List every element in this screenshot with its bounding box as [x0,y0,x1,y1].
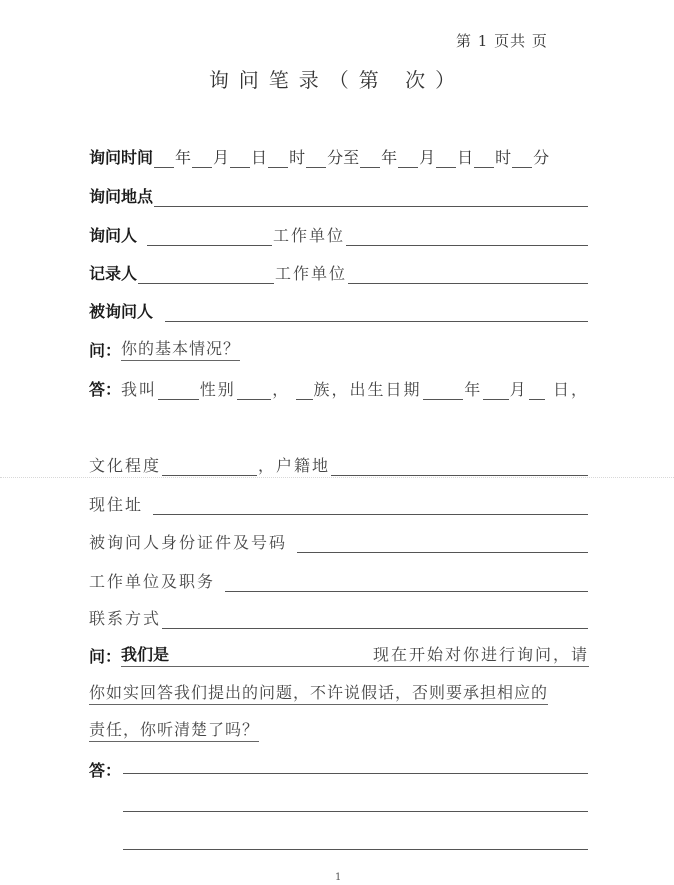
end-hour-field[interactable] [474,149,494,168]
ethnicity-birthdate-label: 族，出生日期 [313,380,422,399]
unit-year: 年 [175,148,192,167]
recorder-label: 记录人 [89,264,138,283]
start-month-field[interactable] [192,149,212,168]
gender-label: 性别 [199,380,236,399]
unit-year: 年 [381,148,398,167]
answer-1-row [89,374,589,400]
question-2-bold-text: 我们是 [121,645,170,664]
education-field[interactable] [162,457,257,476]
interview-place-field[interactable] [154,188,588,207]
unit-hour: 时 [289,148,306,167]
work-field[interactable] [225,573,588,592]
question-1-text: 你的基本情况？ [121,336,240,361]
unit-month: 月 [213,148,230,167]
question-2-line3 [89,716,589,742]
footer-page-number: 1 [335,872,342,883]
hukou-label: ，户籍地 [258,456,331,475]
address-row [89,489,589,515]
birth-month-field[interactable] [483,381,508,400]
unit-day: 日 [457,148,474,167]
answer-line-3[interactable] [123,849,588,850]
ethnicity-field[interactable] [296,381,312,400]
address-label: 现住址 [89,495,144,514]
question-prefix: 问： [89,647,122,666]
work-row [89,566,589,592]
name-field[interactable] [158,381,199,400]
start-year-field[interactable] [154,149,174,168]
answer-prefix: 答： [89,380,122,399]
interviewer-field[interactable] [147,227,272,246]
recorder-field[interactable] [138,265,274,284]
page-break-line [0,477,674,478]
name-label: 我叫 [121,380,158,399]
page-indicator: 第 1 页共 页 [456,32,548,50]
unit-minute: 分 [533,148,550,167]
unit-minute-to: 分至 [327,148,360,167]
id-label: 被询问人身份证件及号码 [89,533,288,552]
work-label: 工作单位及职务 [89,572,216,591]
question-1-row [89,335,589,361]
hukou-field[interactable] [331,457,588,476]
interviewee-row [89,296,589,322]
unit-month: 月 [419,148,436,167]
question-2-line2 [89,679,589,705]
interviewer-unit-label: 工作单位 [273,226,346,245]
birth-day-field[interactable] [529,381,545,400]
end-year-field[interactable] [360,149,380,168]
end-minute-field[interactable] [512,149,532,168]
interviewer-label: 询问人 [89,226,138,245]
answer-line-2[interactable] [123,811,588,812]
end-day-field[interactable] [436,149,456,168]
answer-2-row [89,755,589,781]
comma: ， [272,380,291,399]
interview-place-row [89,181,589,207]
id-row [89,527,589,553]
interviewer-row [89,220,589,246]
interviewer-unit-field[interactable] [346,227,588,246]
interviewee-field[interactable] [165,303,588,322]
question-2-text-3: 责任，你听清楚了吗？ [89,717,259,742]
question-2-text-2: 你如实回答我们提出的问题，不许说假话，否则要承担相应的 [89,680,548,705]
answer-line-1[interactable] [123,773,588,774]
start-day-field[interactable] [230,149,250,168]
address-field[interactable] [153,496,588,515]
contact-field[interactable] [162,610,588,629]
unit-hour: 时 [495,148,512,167]
gender-field[interactable] [237,381,271,400]
recorder-row [89,258,589,284]
start-hour-field[interactable] [268,149,288,168]
education-label: 文化程度 [89,456,162,475]
question-2-line1 [89,641,589,667]
interviewee-label: 被询问人 [89,302,154,321]
question-2-line1-underlined [121,642,589,667]
contact-row [89,603,589,629]
unit-day: 日 [251,148,268,167]
unit-day: 日， [552,380,589,399]
id-field[interactable] [297,534,588,553]
document-title: 询问笔录（第 次） [208,68,466,92]
question-prefix: 问： [89,341,122,360]
interview-time-label: 询问时间 [89,148,154,167]
question-2-text-1: 现在开始对你进行询问，请 [372,645,589,664]
interview-time-row [89,142,589,168]
contact-label: 联系方式 [89,609,162,628]
answer-prefix: 答： [89,761,122,780]
recorder-unit-field[interactable] [348,265,588,284]
unit-year: 年 [464,380,483,399]
education-hukou-row [89,450,589,476]
interview-place-label: 询问地点 [89,187,154,206]
unit-month: 月 [509,380,528,399]
recorder-unit-label: 工作单位 [275,264,348,283]
birth-year-field[interactable] [423,381,464,400]
end-month-field[interactable] [398,149,418,168]
start-minute-field[interactable] [306,149,326,168]
